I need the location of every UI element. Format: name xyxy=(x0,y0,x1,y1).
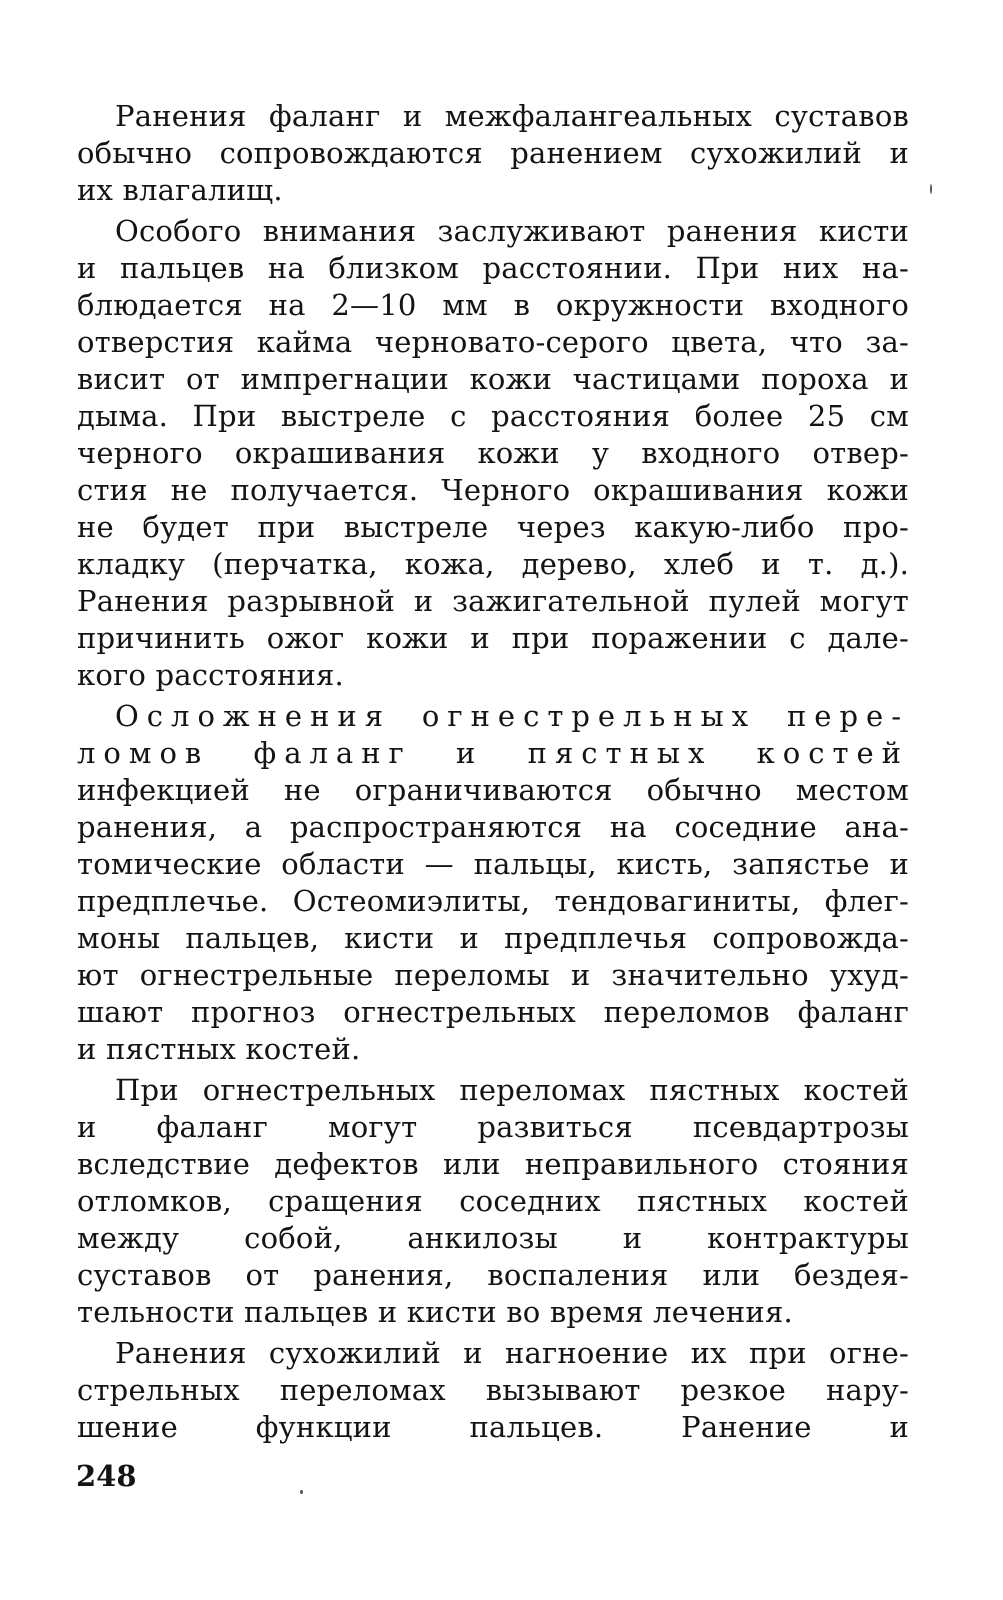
text-line: стрельных переломах вызывают резкое нару- xyxy=(77,1373,909,1407)
text-line: томические области — пальцы, кисть, запястье и xyxy=(77,847,909,881)
paragraph xyxy=(77,213,909,694)
text-line: кладку (перчатка, кожа, дерево, хлеб и т. д.). xyxy=(77,547,909,581)
text-line: отверстия кайма черновато-серого цвета, что за- xyxy=(77,325,909,359)
text-line: их влагалищ. xyxy=(77,173,283,207)
text-line: обычно сопровождаются ранением сухожилий и xyxy=(77,136,909,170)
text-line: и пястных костей. xyxy=(77,1032,361,1066)
text-line: ранения, а распространяются на соседние ана- xyxy=(77,810,909,844)
text-line: и фаланг могут развиться псевдартрозы xyxy=(77,1110,909,1144)
text-line: тельности пальцев и кисти во время лечения. xyxy=(77,1295,793,1329)
body-text xyxy=(77,98,909,1446)
text-line: и пальцев на близком расстоянии. При них на- xyxy=(77,251,909,285)
text-line: причинить ожог кожи и при поражении с дале- xyxy=(77,621,909,655)
text-line: Особого внимания заслуживают ранения кисти xyxy=(115,214,909,248)
text-line: не будет при выстреле через какую-либо про- xyxy=(77,510,909,544)
text-line: отломков, сращения соседних пястных костей xyxy=(77,1184,909,1218)
paragraph xyxy=(77,1072,909,1331)
paragraph xyxy=(77,698,909,1068)
text-line: предплечье. Остеомиэлиты, тендовагиниты, флег- xyxy=(77,884,909,918)
text-line: вследствие дефектов или неправильного стояния xyxy=(77,1147,909,1181)
text-line: инфекцией не ограничиваются обычно местом xyxy=(77,773,909,807)
text-line: кого расстояния. xyxy=(77,658,344,692)
text-line: блюдается на 2—10 мм в окружности входного xyxy=(77,288,909,322)
text-line: Ранения фаланг и межфалангеальных суставов xyxy=(115,99,909,133)
text-line: Ранения сухожилий и нагноение их при огне- xyxy=(115,1336,909,1370)
text-line: суставов от ранения, воспаления или бездея- xyxy=(77,1258,909,1292)
print-speck xyxy=(930,184,932,194)
text-line: стия не получается. Черного окрашивания кожи xyxy=(77,473,909,507)
text-line: дыма. При выстреле с расстояния более 25 см xyxy=(77,399,909,433)
text-line: висит от импрегнации кожи частицами пороха и xyxy=(77,362,909,396)
text-line: моны пальцев, кисти и предплечья сопровожда- xyxy=(77,921,909,955)
text-line: шают прогноз огнестрельных переломов фаланг xyxy=(77,995,909,1029)
text-line: черного окрашивания кожи у входного отвер- xyxy=(77,436,909,470)
page-number: 248 xyxy=(76,1459,137,1493)
paragraph xyxy=(77,98,909,209)
text-line: При огнестрельных переломах пястных костей xyxy=(115,1073,909,1107)
paragraph xyxy=(77,1335,909,1446)
text-line: ют огнестрельные переломы и значительно ухуд- xyxy=(77,958,909,992)
print-speck xyxy=(300,1490,303,1494)
text-line: между собой, анкилозы и контрактуры xyxy=(77,1221,909,1255)
text-line: шение функции пальцев. Ранение и xyxy=(77,1410,909,1444)
text-line: Ранения разрывной и зажигательной пулей могут xyxy=(77,584,909,618)
text-line: ломов фаланг и пястных костей xyxy=(77,736,909,770)
text-line: Осложнения огнестрельных пере- xyxy=(115,699,909,733)
